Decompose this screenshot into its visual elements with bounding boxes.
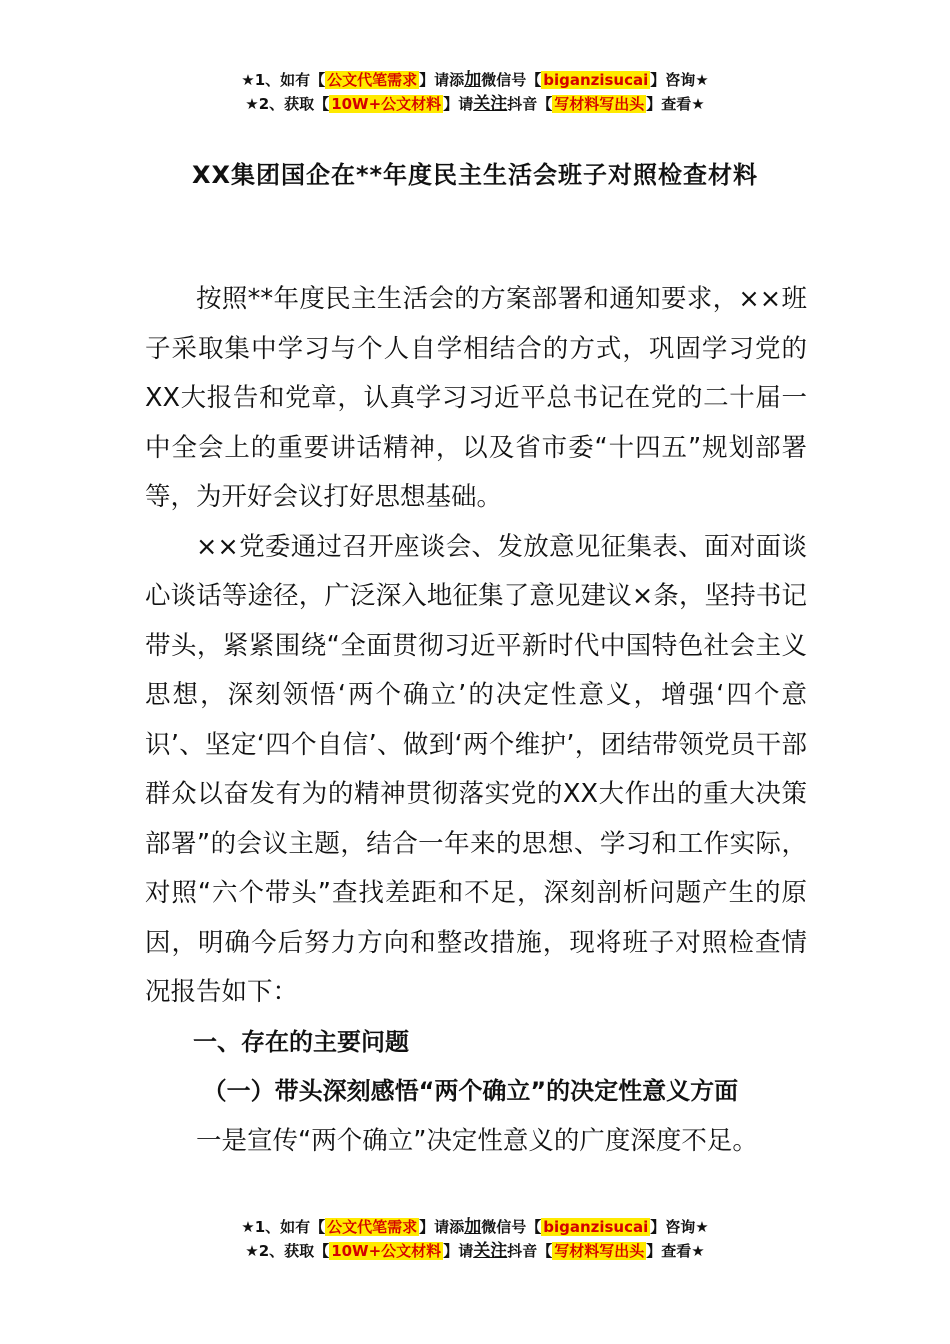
star-icon: ★ bbox=[691, 1242, 705, 1260]
section-heading: 一、存在的主要问题 bbox=[193, 1027, 409, 1056]
promo-text: 抖音【 bbox=[507, 95, 553, 113]
promo-underline: 加 bbox=[464, 70, 482, 90]
paragraph: ××党委通过召开座谈会、发放意见征集表、面对面谈心谈话等途径，广泛深入地征集了意见建议×条，坚持书记带头，紧紧围绕“全面贯彻习近平新时代中国特色社会主义思想，深刻领悟‘两个确立’的决定性意义，增强‘四个意识’、坚定‘四个自信’、做到‘两个维护’，团结带领党员干部群众以奋发有为的精神贯彻落实党的XX大作出的重大决策部署”的会议主题，结合一年来的思想、学习和工作实际，对照“六个带头”查找差距和不足，深刻剖析问题产生的原因，明确今后努力方向和整改措施，现将班子对照检查情况报告如下： bbox=[145, 531, 807, 1007]
promo-text: 】请添 bbox=[419, 1218, 465, 1236]
promo-text: 】请 bbox=[443, 95, 474, 113]
document-title: XX集团国企在**年度民主生活会班子对照检查材料 bbox=[191, 161, 759, 189]
promo-text: 抖音【 bbox=[507, 1242, 553, 1260]
star-icon: ★ bbox=[695, 71, 709, 89]
promo-text: 1、如有【 bbox=[254, 71, 326, 89]
star-icon: ★ bbox=[241, 71, 255, 89]
promo-line-1 bbox=[0, 68, 950, 92]
star-icon: ★ bbox=[691, 95, 705, 113]
promo-line-2 bbox=[0, 92, 950, 116]
promo-line-2 bbox=[0, 1239, 950, 1263]
promo-highlight: 公文代笔需求 bbox=[327, 1218, 418, 1236]
promo-text: 】查看 bbox=[646, 95, 692, 113]
promo-underline: 加 bbox=[464, 1217, 482, 1237]
promo-text: 微信号【 bbox=[481, 71, 542, 89]
star-icon: ★ bbox=[245, 1242, 259, 1260]
promo-text: 】咨询 bbox=[650, 71, 696, 89]
promo-wechat-id: biganzisucai bbox=[543, 71, 649, 89]
paragraph: 一是宣传“两个确立”决定性意义的广度深度不足。 bbox=[196, 1125, 758, 1156]
promo-douyin-id: 写材料写出头 bbox=[554, 1242, 645, 1260]
promo-text: 】请添 bbox=[419, 71, 465, 89]
promo-text: 2、获取【 bbox=[258, 95, 330, 113]
promo-text: 2、获取【 bbox=[258, 1242, 330, 1260]
star-icon: ★ bbox=[695, 1218, 709, 1236]
star-icon: ★ bbox=[245, 95, 259, 113]
promo-text: 】查看 bbox=[646, 1242, 692, 1260]
promo-text: 】请 bbox=[443, 1242, 474, 1260]
header-promo bbox=[0, 68, 950, 116]
promo-text: 微信号【 bbox=[481, 1218, 542, 1236]
promo-text: 】咨询 bbox=[650, 1218, 696, 1236]
promo-underline: 关注 bbox=[473, 94, 508, 114]
promo-highlight: 公文代笔需求 bbox=[327, 71, 418, 89]
promo-highlight: 10W+公文材料 bbox=[331, 95, 442, 113]
promo-wechat-id: biganzisucai bbox=[543, 1218, 649, 1236]
star-icon: ★ bbox=[241, 1218, 255, 1236]
promo-underline: 关注 bbox=[473, 1241, 508, 1261]
promo-text: 1、如有【 bbox=[254, 1218, 326, 1236]
promo-highlight: 10W+公文材料 bbox=[331, 1242, 442, 1260]
footer-promo bbox=[0, 1215, 950, 1263]
paragraph: 按照**年度民主生活会的方案部署和通知要求，××班子采取集中学习与个人自学相结合的方式，巩固学习党的XX大报告和党章，认真学习习近平总书记在党的二十届一中全会上的重要讲话精神，以及省市委“十四五”规划部署等，为开好会议打好思想基础。 bbox=[145, 284, 807, 512]
document-body bbox=[145, 275, 807, 1166]
promo-line-1 bbox=[0, 1215, 950, 1239]
promo-douyin-id: 写材料写出头 bbox=[554, 95, 645, 113]
subsection-heading: （一）带头深刻感悟“两个确立”的决定性意义方面 bbox=[202, 1077, 739, 1105]
